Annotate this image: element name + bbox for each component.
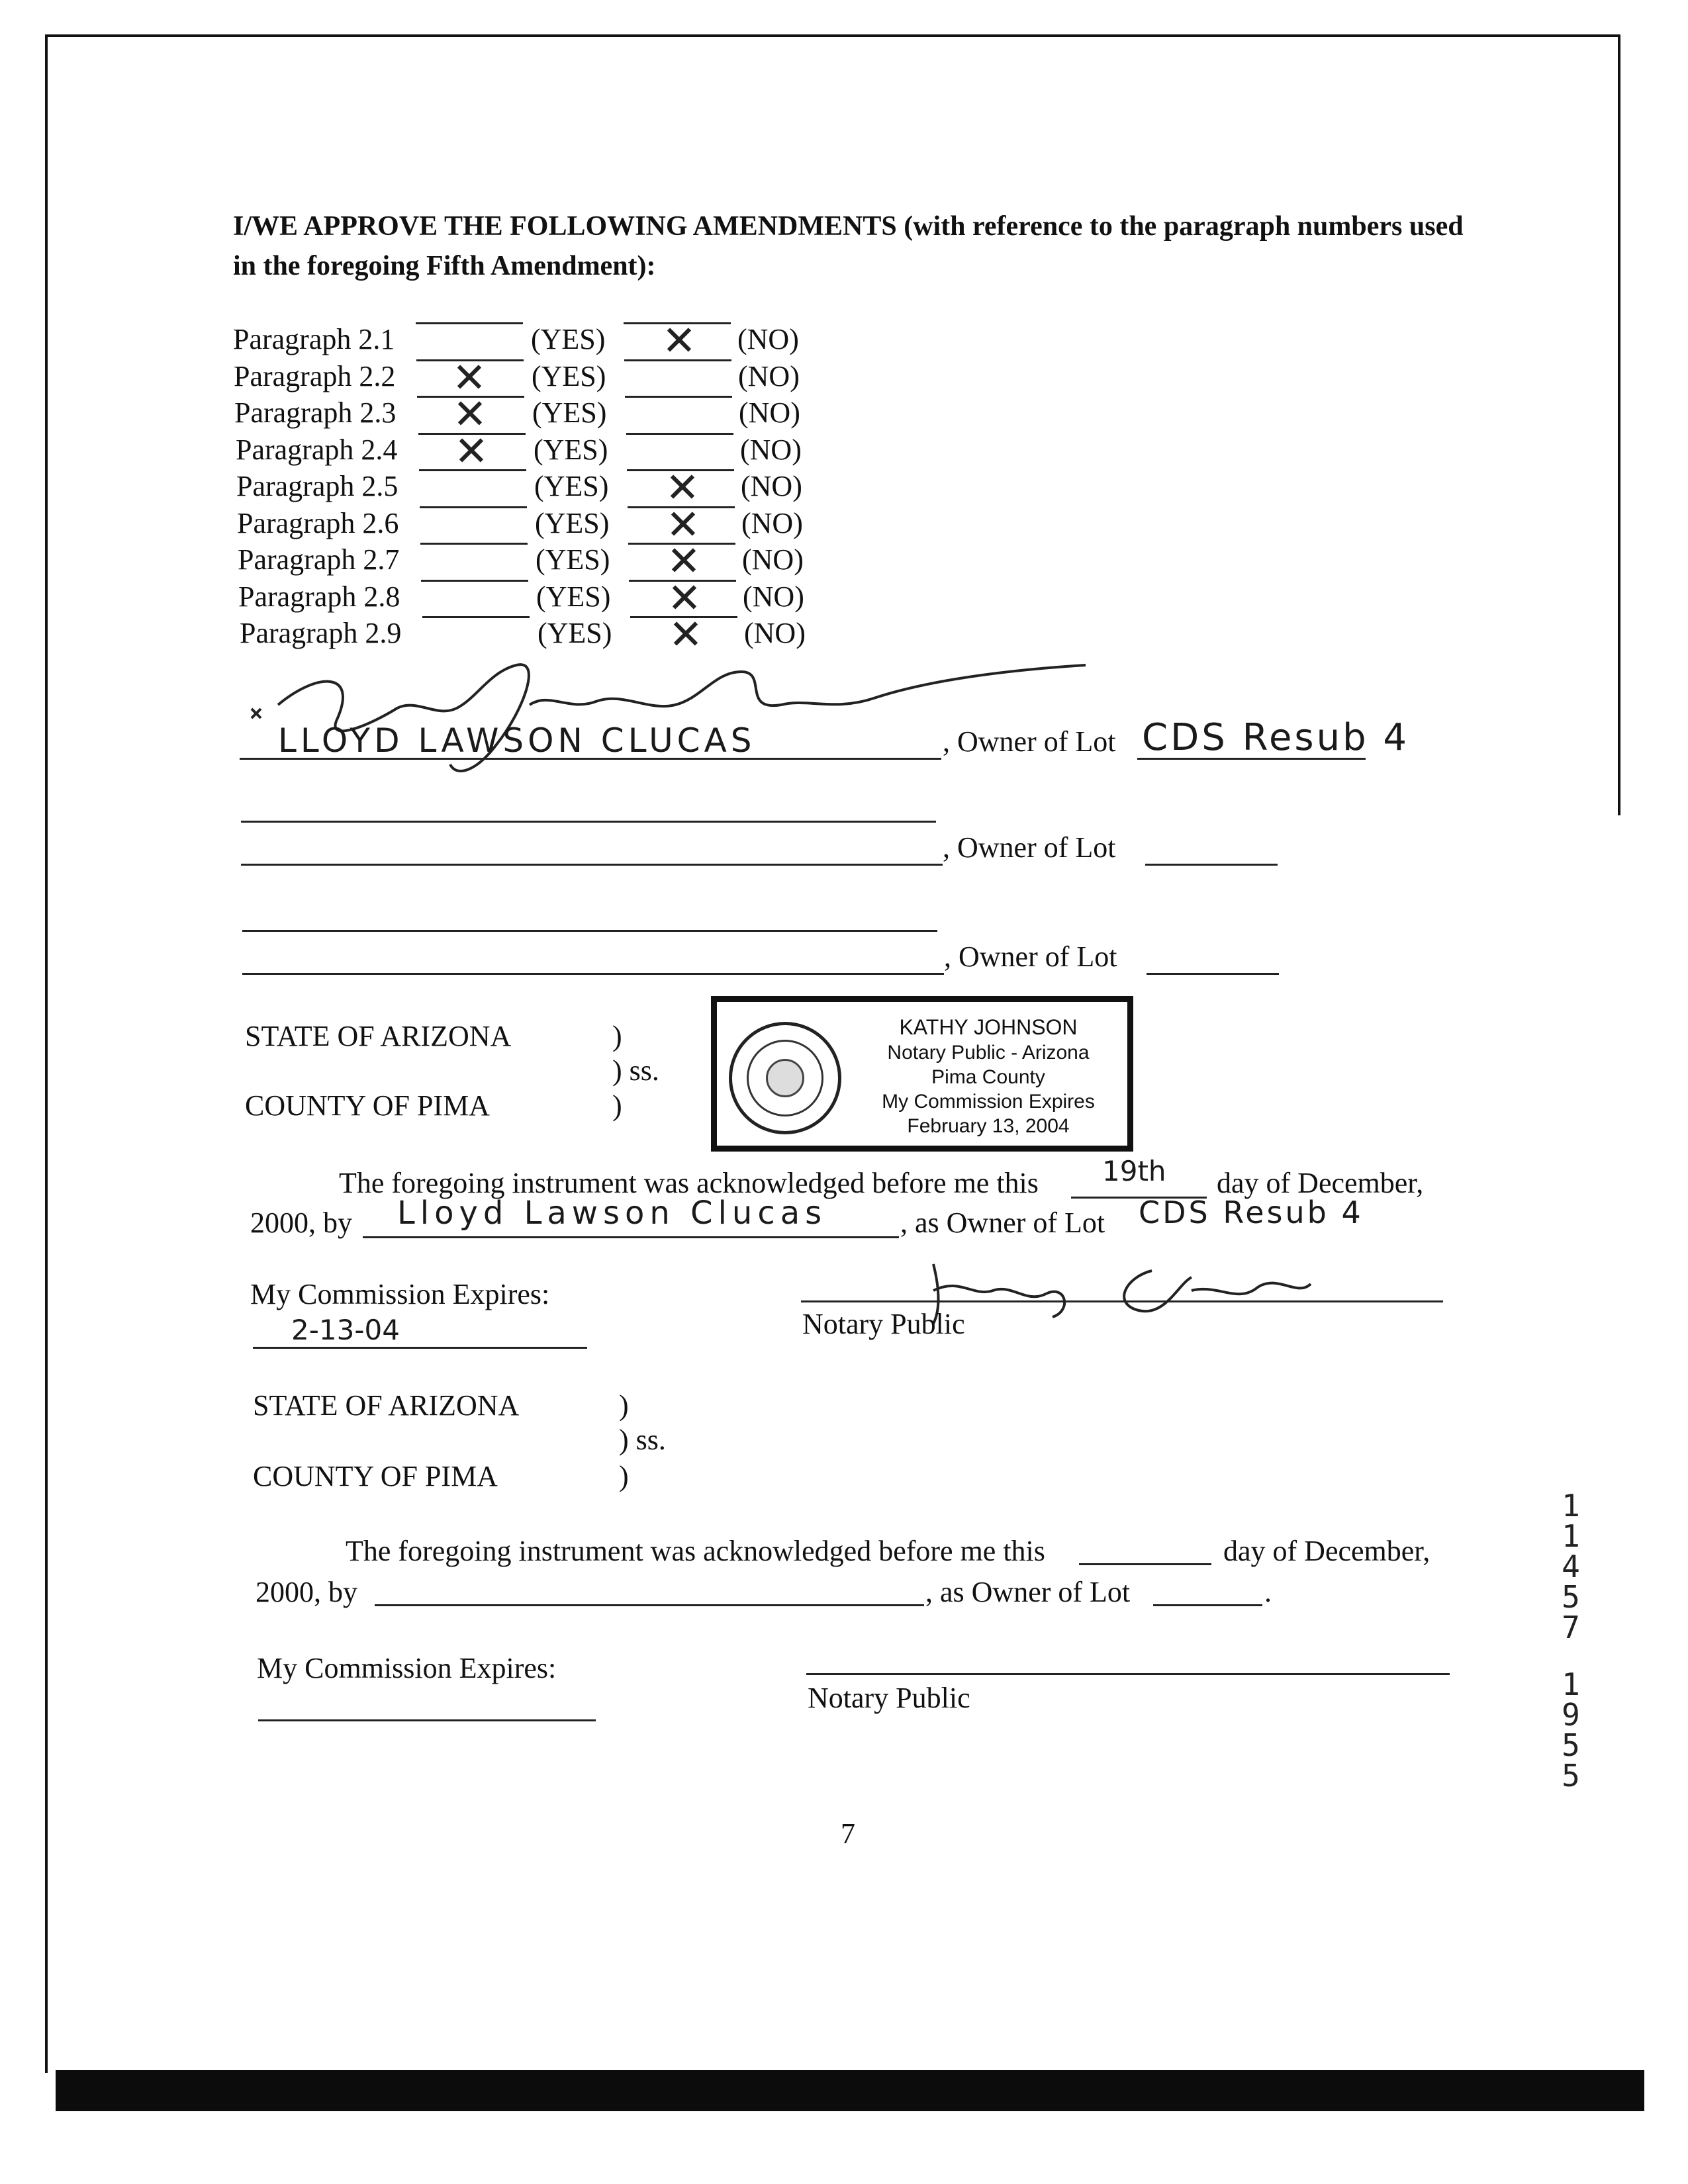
- vote-check-mark: ✕: [667, 573, 702, 622]
- no-option-label: (NO): [743, 580, 804, 613]
- yes-option-label: (YES): [532, 396, 607, 429]
- yes-blank: [416, 322, 523, 324]
- county-paren-2: ): [619, 1460, 629, 1492]
- page-frame-left: [45, 34, 48, 2073]
- as-owner-2: , as Owner of Lot: [925, 1576, 1131, 1608]
- owner-printed-name: LLOYD LAWSON CLUCAS: [278, 721, 756, 760]
- yes-option-label: (YES): [534, 470, 609, 502]
- yes-option-label: (YES): [531, 323, 606, 355]
- ack-text-b-1: day of December,: [1217, 1167, 1424, 1199]
- vote-check-mark: ✕: [669, 610, 703, 659]
- yes-option-label: (YES): [534, 433, 608, 466]
- state-label-1: STATE OF ARIZONA: [245, 1020, 512, 1052]
- notary-sign-line-2: [806, 1673, 1450, 1675]
- paragraph-label: Paragraph 2.9: [240, 617, 402, 649]
- ack-by-line-1: [363, 1236, 899, 1238]
- notary-sign-line-1: [801, 1300, 1443, 1302]
- owner-of-lot-label-2: , Owner of Lot: [943, 831, 1116, 864]
- stamp-line-2: Notary Public - Arizona: [887, 1042, 1090, 1064]
- county-label-2: COUNTY OF PIMA: [253, 1460, 498, 1492]
- notary-signature: [914, 1251, 1324, 1330]
- state-paren-2: ): [619, 1389, 629, 1422]
- stamp-line-4: My Commission Expires: [882, 1091, 1095, 1113]
- paragraph-label: Paragraph 2.4: [236, 433, 398, 466]
- state-paren-1: ): [612, 1020, 622, 1052]
- heading-rest: (with reference to the paragraph numbers used in the foregoing Fifth Amendment):: [233, 211, 1464, 281]
- commission-label-1: My Commission Expires:: [250, 1278, 550, 1310]
- year-by-2: 2000, by: [256, 1576, 357, 1608]
- no-option-label: (NO): [739, 396, 800, 429]
- stamp-line-3: Pima County: [931, 1066, 1045, 1088]
- ack-day-value-1: 19th: [1102, 1155, 1166, 1187]
- no-option-label: (NO): [737, 323, 799, 355]
- yes-blank: [419, 469, 526, 471]
- yes-blank: [420, 543, 528, 545]
- ack-by-value-1: Lloyd Lawson Clucas: [397, 1195, 827, 1232]
- paragraph-label: Paragraph 2.5: [236, 470, 399, 502]
- ack-day-line-2: [1079, 1563, 1211, 1565]
- no-option-label: (NO): [742, 543, 804, 576]
- yes-blank: [422, 616, 530, 618]
- recording-number: [1554, 1488, 1587, 1794]
- owner-lot-line-1: [1137, 758, 1366, 760]
- paragraph-label: Paragraph 2.6: [237, 506, 399, 539]
- no-option-label: (NO): [738, 359, 800, 392]
- vote-check-mark: ✕: [453, 390, 487, 438]
- owner-name-line-2a: [241, 821, 936, 823]
- paragraph-label: Paragraph 2.8: [238, 580, 400, 613]
- no-blank: [626, 433, 733, 435]
- owner-lot-value-1: CDS Resub 4: [1142, 716, 1410, 759]
- vote-check-mark: ✕: [454, 426, 489, 475]
- ack-by-line-2: [375, 1604, 924, 1606]
- stamp-name: KATHY JOHNSON: [899, 1015, 1078, 1039]
- ack-text-a-1: The foregoing instrument was acknowledged before me this: [339, 1167, 1039, 1199]
- owner-of-lot-label-3: , Owner of Lot: [944, 940, 1117, 973]
- ack-text-a-2: The foregoing instrument was acknowledged before me this: [346, 1535, 1045, 1567]
- page-frame-top: [45, 34, 1620, 37]
- commission-value-1: 2-13-04: [291, 1314, 400, 1346]
- recording-digit: 1: [1562, 1666, 1580, 1702]
- recording-digit: 5: [1562, 1579, 1580, 1615]
- vote-check-mark: ✕: [666, 500, 700, 549]
- owner-signature: [238, 645, 1099, 784]
- recording-digit: 1: [1562, 1488, 1580, 1524]
- notary-stamp: [711, 996, 1133, 1152]
- no-blank: [624, 359, 731, 361]
- owner-name-line-1: [240, 758, 941, 760]
- as-owner-1: , as Owner of Lot: [900, 1206, 1105, 1239]
- notary-seal-icon: [729, 1022, 841, 1134]
- recording-digit: 4: [1562, 1549, 1580, 1584]
- owner-name-line-2b: [241, 864, 943, 866]
- vote-check-mark: ✕: [665, 463, 700, 512]
- no-option-label: (NO): [740, 433, 802, 466]
- amendments-heading: [233, 206, 1464, 286]
- owner-lot-line-2: [1145, 864, 1278, 866]
- year-by-1: 2000, by: [250, 1206, 352, 1239]
- yes-blank: [420, 506, 527, 508]
- yes-option-label: (YES): [536, 543, 610, 576]
- ss-label-2: ) ss.: [619, 1424, 666, 1456]
- owner-of-lot-label-1: , Owner of Lot: [943, 725, 1116, 758]
- recording-digit: 5: [1562, 1727, 1580, 1763]
- owner-name-line-3b: [242, 973, 944, 975]
- bottom-scan-bar: [56, 2070, 1644, 2111]
- vote-check-mark: ✕: [452, 353, 487, 402]
- commission-label-2: My Commission Expires:: [257, 1652, 557, 1684]
- stamp-line-5: February 13, 2004: [907, 1115, 1070, 1137]
- recording-digit: 7: [1562, 1610, 1580, 1645]
- yes-blank: [421, 580, 528, 582]
- notary-public-label-1: Notary Public: [802, 1308, 965, 1340]
- ack-lot-value-1: CDS Resub 4: [1139, 1195, 1364, 1230]
- no-option-label: (NO): [741, 470, 802, 502]
- paragraph-label: Paragraph 2.1: [233, 323, 395, 355]
- heading-bold: I/WE APPROVE THE FOLLOWING AMENDMENTS: [233, 211, 897, 242]
- state-label-2: STATE OF ARIZONA: [253, 1389, 520, 1422]
- recording-digit: 9: [1562, 1697, 1580, 1733]
- paragraph-label: Paragraph 2.2: [234, 359, 396, 392]
- ack-lot-line-2: [1153, 1604, 1262, 1606]
- yes-option-label: (YES): [538, 617, 612, 649]
- owner-name-line-3a: [242, 930, 937, 932]
- yes-option-label: (YES): [535, 506, 610, 539]
- owner-lot-line-3: [1147, 973, 1279, 975]
- county-label-1: COUNTY OF PIMA: [245, 1089, 490, 1122]
- yes-option-label: (YES): [536, 580, 611, 613]
- ack-text-b-2: day of December,: [1223, 1535, 1430, 1567]
- no-option-label: (NO): [741, 506, 803, 539]
- paragraph-label: Paragraph 2.3: [234, 396, 397, 429]
- recording-digit: 5: [1562, 1758, 1580, 1794]
- no-blank: [625, 396, 732, 398]
- vote-check-mark: ✕: [667, 537, 701, 585]
- recording-digit: 1: [1562, 1518, 1580, 1554]
- ack-period-2: .: [1264, 1576, 1272, 1608]
- paragraph-label: Paragraph 2.7: [238, 543, 400, 576]
- page-number: 7: [841, 1817, 855, 1850]
- county-paren-1: ): [612, 1089, 622, 1122]
- ss-label-1: ) ss.: [612, 1054, 659, 1087]
- yes-option-label: (YES): [532, 359, 606, 392]
- vote-check-mark: ✕: [662, 316, 696, 365]
- commission-line-2: [258, 1719, 596, 1721]
- commission-line-1: [253, 1347, 587, 1349]
- page-frame-right: [1618, 34, 1620, 815]
- no-option-label: (NO): [744, 617, 806, 649]
- notary-public-label-2: Notary Public: [808, 1682, 970, 1714]
